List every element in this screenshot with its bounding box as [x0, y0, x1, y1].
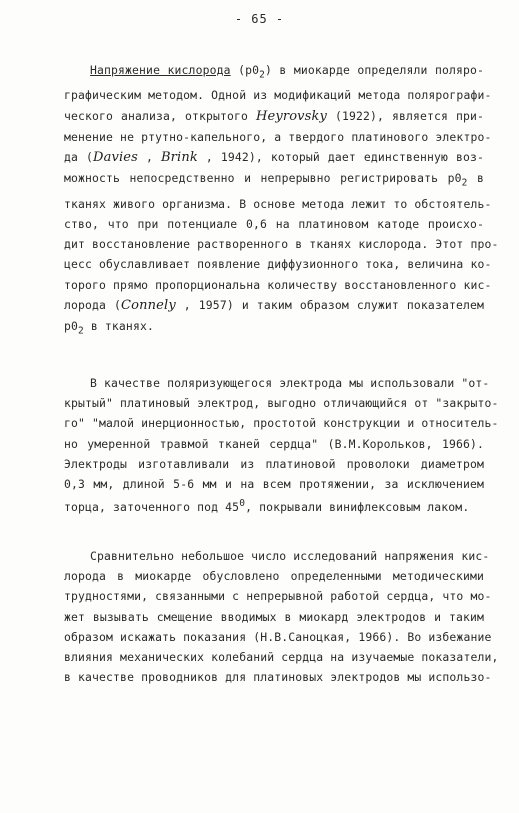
text-line: жет вызывать смещение вводимых в миокард электродов и таким — [64, 609, 484, 624]
text-line — [64, 295, 484, 316]
text-line — [64, 316, 484, 341]
text-segment: можность непосредственно и непрерывно регистрировать р0 — [64, 171, 462, 186]
subscript: 2 — [259, 69, 265, 81]
text-line: торого прямо пропорциональна количеству восстановленного кис- — [64, 277, 492, 292]
text-segment: (1922), является при- — [327, 108, 484, 123]
text-segment: ) в миокарде определяли поляро- — [264, 63, 485, 77]
text-segment: ческого анализа, открытого — [64, 108, 257, 123]
text-line: крытый" платиновый электрод, выгодно отличающийся от "закрыто- — [64, 396, 499, 411]
text-line: цесс обуславливает появление диффузионного тока, величина ко- — [64, 257, 492, 272]
text-segment: , — [137, 150, 161, 165]
handwritten-name: Heyrovsky — [256, 108, 328, 124]
text-line: менение не ртутно-капельного, а твердого платинового электро- — [64, 129, 492, 144]
text-line: Электроды изготавливали из платиновой проволоки диаметром — [64, 456, 484, 471]
subscript: 2 — [78, 325, 84, 337]
text-line: Сравнительно небольшое число исследований напряжения кис- — [90, 549, 490, 563]
text-line — [64, 168, 484, 193]
text-line: го" "малой инерционностью, простотой конструкции и относитель- — [64, 416, 499, 431]
text-segment: р0 — [64, 319, 79, 333]
handwritten-name: Davies — [93, 150, 138, 166]
text-segment: , покрывали винифлексовым лаком. — [245, 500, 470, 515]
text-line: образом искажать показания (Н.В.Саноцкая, 1966). Во избежание — [64, 629, 492, 644]
text-segment: торца, заточенного под 45 — [64, 500, 240, 515]
text-line: лорода в миокарде обусловлено определенными методическими — [64, 569, 484, 584]
text-line: тканях живого организма. В основе метода лежит то обстоятель- — [64, 196, 492, 211]
text-line: В качестве поляризующегося электрода мы использовали "от- — [90, 376, 490, 390]
paragraph-2 — [64, 373, 499, 517]
text-line: ство, что при потенциале 0,6 на платиновом катоде происхо- — [64, 216, 484, 231]
handwritten-name: Connely — [121, 297, 176, 313]
superscript: 0 — [239, 498, 246, 510]
subscript: 2 — [461, 177, 468, 189]
text-line — [64, 494, 484, 517]
text-segment: (р0 — [230, 63, 260, 77]
text-segment: да ( — [64, 150, 94, 165]
text-segment: лорода ( — [64, 297, 122, 312]
text-line — [64, 147, 484, 168]
text-line: графическим методом. Одной из модификаций метода полярографи- — [64, 88, 492, 103]
text-line: влияния механических колебаний сердца на изучаемые показатели, — [64, 650, 499, 665]
underlined-term: Напряжение кислорода — [90, 63, 231, 77]
paragraph-1 — [64, 60, 499, 341]
text-line: в качестве проводников для платиновых электродов мы использо- — [64, 670, 492, 685]
text-line: трудностями, связанными с непрерывной работой сердца, что мо- — [64, 589, 492, 604]
text-line: 0,3 мм, длиной 5-6 мм и на всем протяжении, за исключением — [64, 477, 484, 492]
text-line: но умеренной травмой тканей сердца" (В.М.Корольков, 1966). — [64, 436, 484, 451]
page-number: - 65 - — [234, 12, 285, 26]
text-line: дит восстановление растворенного в тканях кислорода. Этот про- — [64, 237, 499, 252]
text-segment: , 1957) и таким образом служит показателем — [175, 297, 484, 312]
text-segment: в — [467, 171, 484, 186]
text-line — [64, 60, 484, 85]
paragraph-3 — [64, 546, 499, 687]
text-segment: , 1942), который дает единственную воз- — [197, 150, 485, 165]
handwritten-name: Brink — [160, 150, 198, 166]
text-line — [64, 106, 484, 127]
text-segment: в тканях. — [83, 319, 154, 333]
